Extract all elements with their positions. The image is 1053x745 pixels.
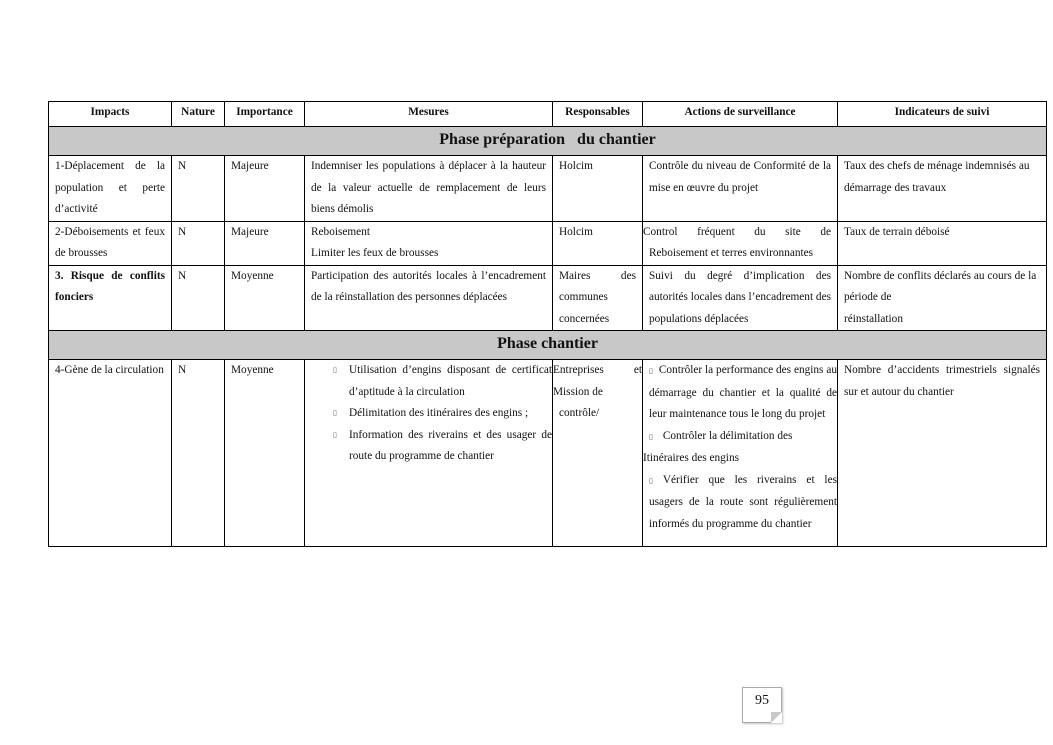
- impact-cell: 3. Risque de conflits fonciers: [49, 265, 172, 331]
- indicateurs-cell: Nombre d’accidents trimestriels signalés sur et autour du chantier: [838, 360, 1047, 547]
- mesures-cell: [305, 360, 553, 547]
- column-header-actions: Actions de surveillance: [643, 102, 838, 127]
- responsable-line: contrôle/: [559, 407, 600, 419]
- mesures-cell: Participation des autorités locales à l’encadrement de la réinstallation des personnes déplacées: [305, 265, 553, 331]
- page-number-text: 95: [755, 693, 769, 708]
- nature-cell: N: [172, 360, 225, 547]
- actions-cell: Contrôle du niveau de Conformité de la mise en œuvre du projet: [643, 156, 838, 222]
- phase-row-preparation: [49, 127, 1047, 156]
- impact-cell: 4-Gène de la circulation: [49, 360, 172, 547]
- action-paragraph: [643, 360, 837, 426]
- bullet-icon: ▯: [649, 432, 653, 441]
- action-line: Itinéraires des engins: [643, 452, 739, 464]
- bullet-icon: ▯: [649, 367, 653, 375]
- responsables-cell: Holcim: [553, 221, 643, 265]
- importance-cell: Moyenne: [225, 265, 305, 331]
- importance-cell: Moyenne: [225, 360, 305, 547]
- action-paragraph: [643, 470, 837, 536]
- page-curl-icon: [771, 712, 782, 723]
- indicateurs-cell: Taux de terrain déboisé: [838, 221, 1047, 265]
- column-header-indicateurs: Indicateurs de suivi: [838, 102, 1047, 127]
- list-item: ▯ Délimitation des itinéraires des engins ;: [311, 403, 552, 425]
- importance-cell: Majeure: [225, 221, 305, 265]
- action-text: Contrôler la délimitation des: [662, 429, 793, 442]
- responsable-line: Entreprises et Mission de: [553, 364, 642, 398]
- table-row: [49, 265, 1047, 331]
- importance-cell: Majeure: [225, 156, 305, 222]
- table-header-row: [49, 102, 1047, 127]
- column-header-mesures: Mesures: [305, 102, 553, 127]
- table-row: [49, 360, 1047, 547]
- phase-row-chantier: [49, 331, 1047, 360]
- action-text: Contrôler la performance des engins au démarrage du chantier et la qualité de leur maintenance tous le long du projet: [649, 364, 837, 420]
- table-row: [49, 156, 1047, 222]
- responsables-cell: Holcim: [553, 156, 643, 222]
- column-header-impacts: Impacts: [49, 102, 172, 127]
- action-line: Reboisement et terres environnantes: [649, 247, 814, 259]
- mesure-line: Reboisement: [311, 225, 370, 238]
- responsables-cell: [553, 360, 643, 547]
- nature-cell: N: [172, 156, 225, 222]
- action-text: Vérifier que les riverains et les usagers de la route sont régulièrement informés du programme du chantier: [649, 473, 837, 530]
- column-header-importance: Importance: [225, 102, 305, 127]
- impact-cell: 2-Déboisements et feux de brousses: [49, 221, 172, 265]
- impact-monitoring-table: [48, 101, 1047, 547]
- list-item: ▯ Information des riverains et des usager de route du programme de chantier: [311, 425, 552, 468]
- mesures-cell: Indemniser les populations à déplacer à la hauteur de la valeur actuelle de remplacement de leurs biens démolis: [305, 156, 553, 222]
- action-paragraph: [643, 426, 837, 449]
- mesures-cell: [305, 221, 553, 265]
- indicateur-line: Nombre de conflits déclarés au cours de la période de: [844, 269, 1037, 303]
- indicateurs-cell: [838, 265, 1047, 331]
- mesure-line: Limiter les feux de brousses: [311, 247, 439, 259]
- table-row: [49, 221, 1047, 265]
- indicateurs-cell: Taux des chefs de ménage indemnisés au démarrage des travaux: [838, 156, 1047, 222]
- actions-cell: Suivi du degré d’implication des autorités locales dans l’encadrement des populations déplacées: [643, 265, 838, 331]
- actions-cell: [643, 221, 838, 265]
- indicateur-line: réinstallation: [844, 312, 903, 325]
- column-header-nature: Nature: [172, 102, 225, 127]
- phase-title-preparation: Phase préparation du chantier: [49, 127, 1047, 156]
- actions-cell: [643, 360, 838, 547]
- nature-cell: N: [172, 265, 225, 331]
- action-line: Control fréquent du site de: [643, 225, 831, 238]
- column-header-responsables: Responsables: [553, 102, 643, 127]
- nature-cell: N: [172, 221, 225, 265]
- list-item: ▯ Utilisation d’engins disposant de certificat d’aptitude à la circulation: [311, 360, 552, 403]
- bullet-icon: ▯: [649, 476, 653, 485]
- responsables-cell: Maires des communes concernées: [553, 265, 643, 331]
- phase-title-chantier: Phase chantier: [49, 331, 1047, 360]
- page-number: [742, 687, 782, 723]
- mesures-list: [311, 360, 552, 468]
- impact-cell: 1-Déplacement de la population et perte d’activité: [49, 156, 172, 222]
